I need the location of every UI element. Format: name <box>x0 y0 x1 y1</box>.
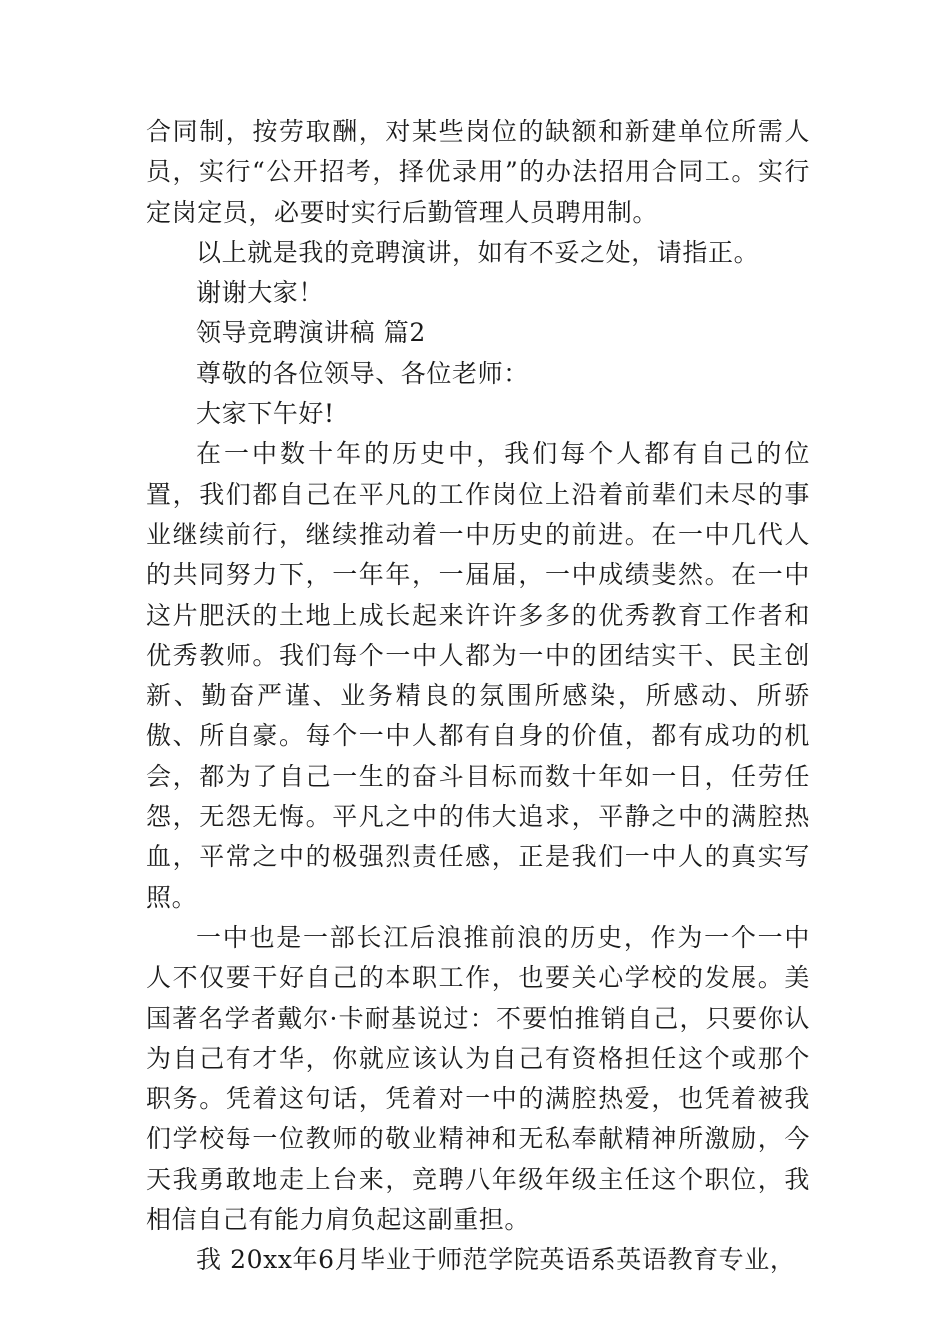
paragraph-2: 以上就是我的竞聘演讲，如有不妥之处，请指正。 <box>196 237 760 267</box>
paragraph-9: 我 20xx年6月毕业于师范学院英语系英语教育专业， <box>196 1245 796 1275</box>
section-heading: 领导竞聘演讲稿 篇2 <box>196 318 426 348</box>
paragraph-8: 一中也是一部长江后浪推前浪的历史，作为一个一中人不仅要干好自己的本职工作，也要关心学校的发展。美国著名学者戴尔·卡耐基说过：不要怕推销自己，只要你认为自己有才华，你就应该认为自己有资格担任这个或那个职务。凭着这句话，凭着对一中的满腔热爱，也凭着被我们学校每一位教师的敬业精神和无私奉献精神所激励，今天我勇敢地走上台来，竞聘八年级年级主任这个职位，我相信自己有能力肩负起这副重担。 <box>146 922 810 1235</box>
salutation: 尊敬的各位领导、各位老师： <box>196 358 529 388</box>
paragraph-7: 在一中数十年的历史中，我们每个人都有自己的位置，我们都自己在平凡的工作岗位上沿着前辈们未尽的事业继续前行，继续推动着一中历史的前进。在一中几代人的共同努力下，一年年，一届届，一中成绩斐然。在一中这片肥沃的土地上成长起来许许多多的优秀教育工作者和优秀教师。我们每个一中人都为一中的团结实干、民主创新、勤奋严谨、业务精良的氛围所感染，所感动、所骄傲、所自豪。每个一中人都有自身的价值，都有成功的机会，都为了自己一生的奋斗目标而数十年如一日，任劳任怨，无怨无悔。平凡之中的伟大追求，平静之中的满腔热血，平常之中的极强烈责任感，正是我们一中人的真实写照。 <box>146 439 810 912</box>
document-body <box>146 112 810 1281</box>
paragraph-1: 合同制，按劳取酬，对某些岗位的缺额和新建单位所需人员，实行“公开招考，择优录用”的办法招用合同工。实行定岗定员，必要时实行后勤管理人员聘用制。 <box>146 117 810 227</box>
greeting: 大家下午好! <box>196 399 335 429</box>
paragraph-3: 谢谢大家！ <box>196 278 325 308</box>
